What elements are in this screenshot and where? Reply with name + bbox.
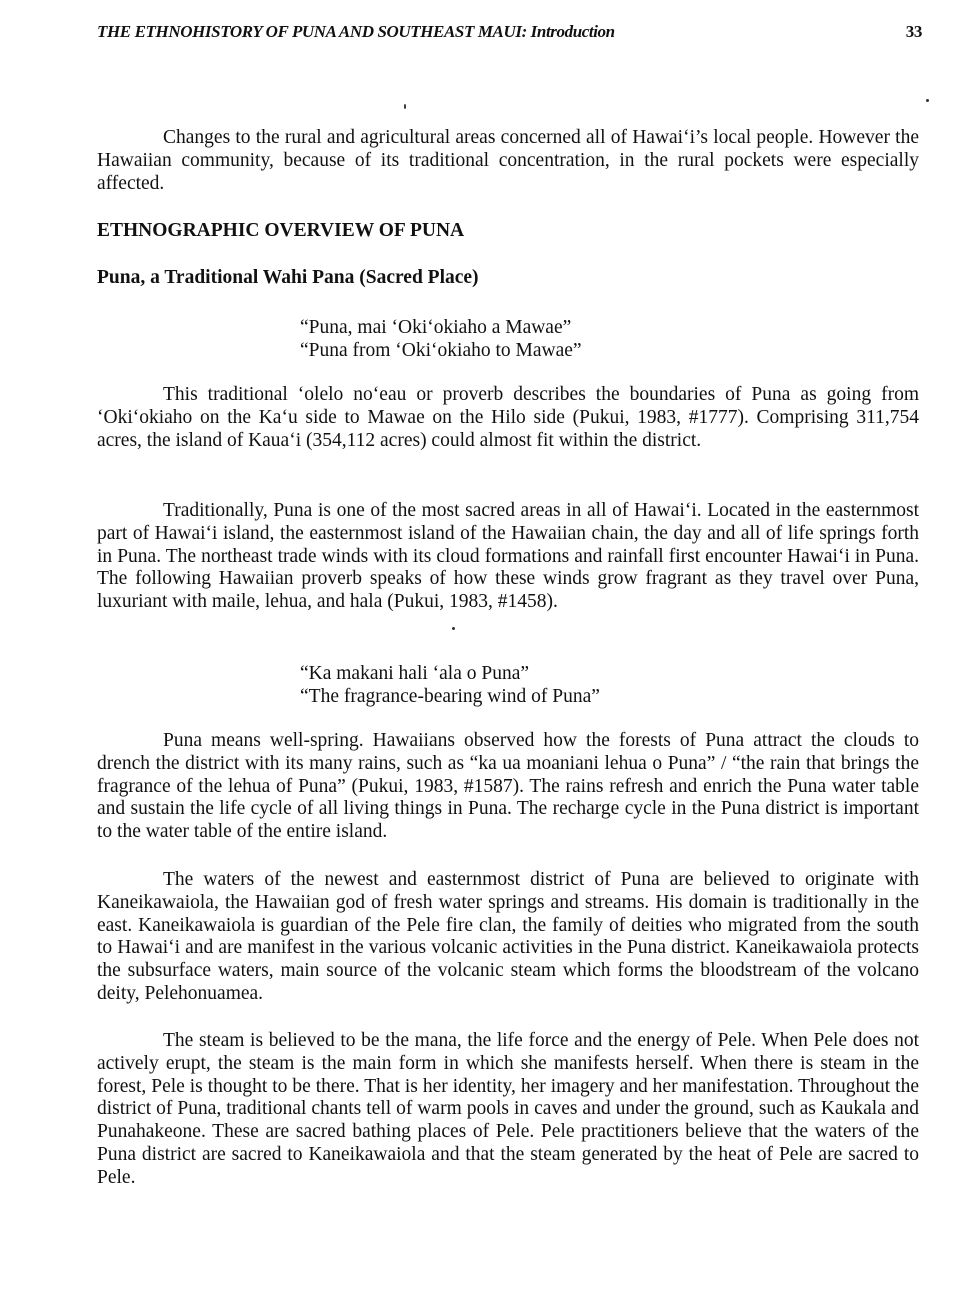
paragraph-steam-of-pele: The steam is believed to be the mana, the life force and the energy of Pele. When Pele does not actively erupt, the steam is the main form in which she manifests herself. When there is steam in the forest, Pele is thought to be there. That is her identity, her imagery and her manifestation. Throughout the district of Puna, traditional chants tell of warm pools in caves and under the ground, such as Kaukala and Punahakeone. These are sacred bathing places of Pele. Pele practitioners believe that the waters of the Puna district are sacred to Kaneikawaiola and that the steam generated by the heat of Pele are sacred to Pele.: [97, 1030, 919, 1188]
scan-speck: [926, 99, 929, 102]
proverb-block-2: [300, 662, 600, 708]
paragraph-well-spring: Puna means well-spring. Hawaiians observed how the forests of Puna attract the clouds to drench the district with its many rains, such as “ka ua moaniani lehua o Puna” / “the rain that brings the fragrance of the lehua of Puna” (Pukui, 1983, #1587). The rains refresh and enrich the Puna water table and sustain the life cycle of all living things in Puna. The recharge cycle in the Puna district is important to the water table of the entire island.: [97, 730, 919, 843]
paragraph-kaneikawaiola: The waters of the newest and easternmost district of Puna are believed to originate with Kaneikawaiola, the Hawaiian god of fresh water springs and streams. His domain is traditionally in the east. Kaneikawaiola is guardian of the Pele fire clan, the family of deities who migrated from the south to Hawai‘i and are manifest in the various volcanic activities in the Puna district. Kaneikawaiola protects the subsurface waters, main source of the volcanic steam which forms the bloodstream of the volcano deity, Pelehonuamea.: [97, 869, 919, 1004]
proverb-2-english: “The fragrance-bearing wind of Puna”: [300, 686, 600, 707]
scan-speck: [452, 627, 455, 630]
section-heading: ETHNOGRAPHIC OVERVIEW OF PUNA: [97, 220, 465, 241]
proverb-block-1: [300, 316, 582, 362]
subsection-heading: Puna, a Traditional Wahi Pana (Sacred Place): [97, 267, 479, 288]
running-header: [97, 22, 922, 46]
paragraph-sacred-areas: Traditionally, Puna is one of the most sacred areas in all of Hawai‘i. Located in the easternmost part of Hawai‘i island, the easternmost island of the Hawaiian chain, the day and all of life springs forth in Puna. The northeast trade winds with its cloud formations and rainfall first encounter Hawai‘i in Puna. The following Hawaiian proverb speaks of how these winds grow fragrant as they travel over Puna, luxuriant with maile, lehua, and hala (Pukui, 1983, #1458).: [97, 500, 919, 613]
intro-paragraph: Changes to the rural and agricultural areas concerned all of Hawai‘i’s local people. However the Hawaiian community, because of its traditional concentration, in the rural pockets were especially affected.: [97, 127, 919, 194]
paragraph-boundaries: This traditional ‘olelo no‘eau or proverb describes the boundaries of Puna as going from ‘Oki‘okiaho on the Ka‘u side to Mawae on the Hilo side (Pukui, 1983, #1777). Comprising 311,754 acres, the island of Kaua‘i (354,112 acres) could almost fit within the district.: [97, 384, 919, 451]
page-number: 33: [905, 22, 922, 41]
proverb-1-english: “Puna from ‘Oki‘okiaho to Mawae”: [300, 340, 582, 361]
running-title: THE ETHNOHISTORY OF PUNA AND SOUTHEAST MAUI: Introduction: [97, 22, 615, 41]
scan-speck: [404, 104, 406, 109]
proverb-1-hawaiian: “Puna, mai ‘Oki‘okiaho a Mawae”: [300, 317, 572, 338]
proverb-2-hawaiian: “Ka makani hali ‘ala o Puna”: [300, 663, 530, 684]
